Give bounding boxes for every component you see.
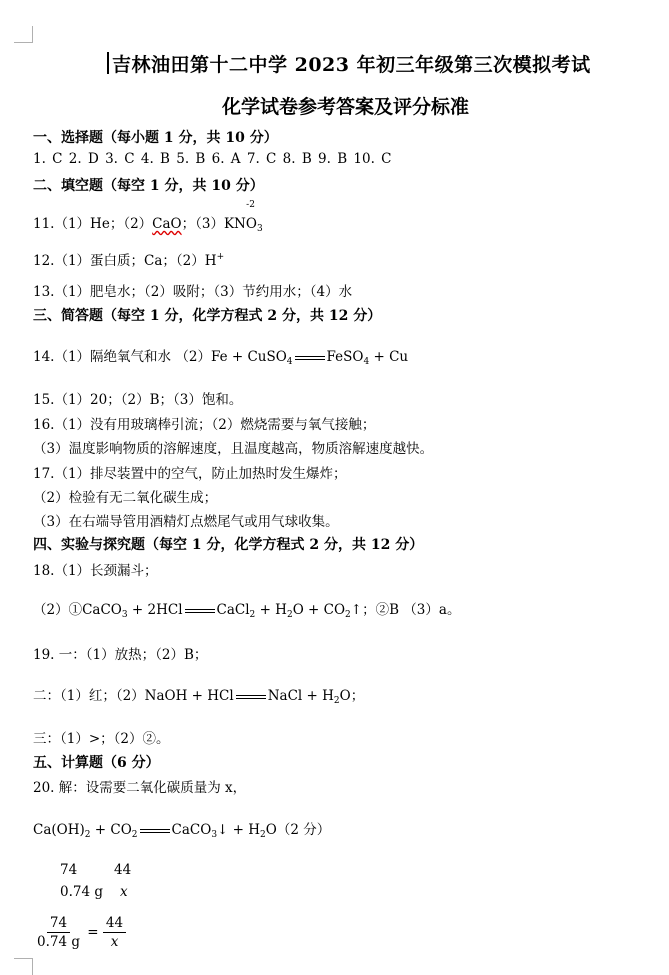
answer-11-valence: [181, 200, 257, 232]
answer-12: [33, 249, 224, 269]
answer-14-text: 14.（1）隔绝氧气和水 （2）Fe + CuSO: [33, 349, 287, 365]
eq-part: CaCO: [171, 822, 212, 838]
subscript: 3: [256, 224, 263, 234]
answer-19-c: 三：（1）>；（2）②。: [33, 731, 170, 747]
eq-part: O（2 分）: [265, 822, 331, 838]
subscript: 2: [84, 830, 91, 840]
answer-17-b: （2）检验有无二氧化碳生成；: [33, 490, 218, 506]
corner-mark-top: [14, 26, 33, 43]
proportion: [34, 915, 126, 950]
subscript: 4: [363, 357, 370, 367]
answer-17-c: （3）在右端导管用酒精灯点燃尾气或用气球收集。: [33, 514, 339, 530]
corner-mark-bottom: [14, 958, 33, 975]
section-5-heading: 五、计算题（6 分）: [33, 755, 160, 771]
subscript: 3: [121, 610, 128, 620]
eq-part: ↑；②B （3）a。: [350, 602, 461, 618]
numerator: 74: [47, 915, 70, 933]
answer-20: 20. 解：设需要二氧化碳质量为 x，: [33, 780, 247, 796]
denominator: 0.74 g: [37, 934, 80, 950]
answer-17-a: 17.（1）排尽装置中的空气，防止加热时发生爆炸；: [33, 466, 347, 482]
mass-74: 74: [60, 862, 78, 878]
subscript: 2: [260, 830, 266, 840]
eq-part: （2）①CaCO: [33, 602, 122, 618]
equation-bar: [236, 695, 266, 699]
eq-part: + H: [255, 602, 287, 618]
eq-part: O；: [339, 688, 365, 704]
answer-19-a: 19. 一：（1）放热；（2）B；: [33, 647, 208, 663]
answer-18-b: [33, 598, 460, 620]
answer-16-b: （3）温度影响物质的溶解速度，且温度越高，物质溶解速度越快。: [33, 441, 434, 457]
subscript: 4: [286, 357, 293, 367]
eq-part: CaCl: [216, 602, 250, 618]
subscript: 2: [333, 696, 340, 706]
answer-11-kno: ；（3）KNO: [181, 216, 257, 232]
denominator: x: [110, 934, 119, 950]
equation-bar: [140, 829, 170, 833]
answer-16-a: 16.（1）没有用玻璃棒引流；（2）燃烧需要与氧气接触；: [33, 417, 376, 433]
section-3-heading: 三、简答题（每空 1 分，化学方程式 2 分，共 12 分）: [33, 308, 382, 324]
eq-part: 二：（1）红；（2）NaOH + HCl: [33, 688, 234, 704]
eq-part: NaCl + H: [267, 688, 334, 704]
mass-unknown: x: [120, 884, 128, 900]
superscript: +: [216, 252, 225, 262]
mass-given: 0.74 g: [60, 884, 103, 900]
calc-equation: [33, 818, 330, 840]
answer-19-b: [33, 684, 364, 706]
answer-11: [33, 200, 263, 234]
section-1-answers: 1. C 2. D 3. C 4. B 5. B 6. A 7. C 8. B 9. B 10. C: [33, 151, 392, 167]
answer-14-product-2: + Cu: [369, 349, 409, 365]
answer-18-a: 18.（1）长颈漏斗；: [33, 563, 158, 579]
answer-11-cao: CaO: [152, 216, 182, 232]
equation-bar: [295, 356, 325, 360]
equation-bar: [185, 609, 215, 613]
page-subtitle: 化学试卷参考答案及评分标准: [222, 96, 470, 118]
eq-part: O + CO: [292, 602, 346, 618]
subscript: 3: [211, 830, 218, 840]
mass-44: 44: [114, 862, 132, 878]
subscript: 2: [345, 610, 351, 620]
eq-part: + 2HCl: [127, 602, 183, 618]
eq-part: ↓ + H: [217, 822, 261, 838]
fraction-right: [103, 915, 126, 950]
section-2-heading: 二、填空题（每空 1 分，共 10 分）: [33, 178, 264, 194]
eq-part: Ca(OH): [33, 822, 85, 838]
eq-part: + CO: [90, 822, 132, 838]
answer-14-product: FeSO: [326, 349, 364, 365]
section-1-heading: 一、选择题（每小题 1 分，共 10 分）: [33, 130, 278, 146]
fraction-left: [34, 915, 83, 950]
numerator: 44: [103, 915, 126, 933]
subscript: 2: [131, 830, 138, 840]
answer-11-text: 11.（1）He；（2）: [33, 216, 153, 232]
page-title: 吉林油田第十二中学 2023 年初三年级第三次模拟考试: [112, 50, 591, 77]
equals-sign: =: [87, 924, 99, 941]
answer-14: [33, 345, 408, 367]
answer-12-text: 12.（1）蛋白质；Ca；（2）H: [33, 253, 217, 269]
section-4-heading: 四、实验与探究题（每空 1 分，化学方程式 2 分，共 12 分）: [33, 537, 424, 553]
valence-mark: -2: [246, 200, 255, 210]
subscript: 2: [286, 610, 293, 620]
answer-15: 15.（1）20；（2）B；（3）饱和。: [33, 392, 243, 408]
subscript: 2: [249, 610, 256, 620]
answer-13: 13.（1）肥皂水；（2）吸附；（3）节约用水；（4）水: [33, 284, 353, 300]
